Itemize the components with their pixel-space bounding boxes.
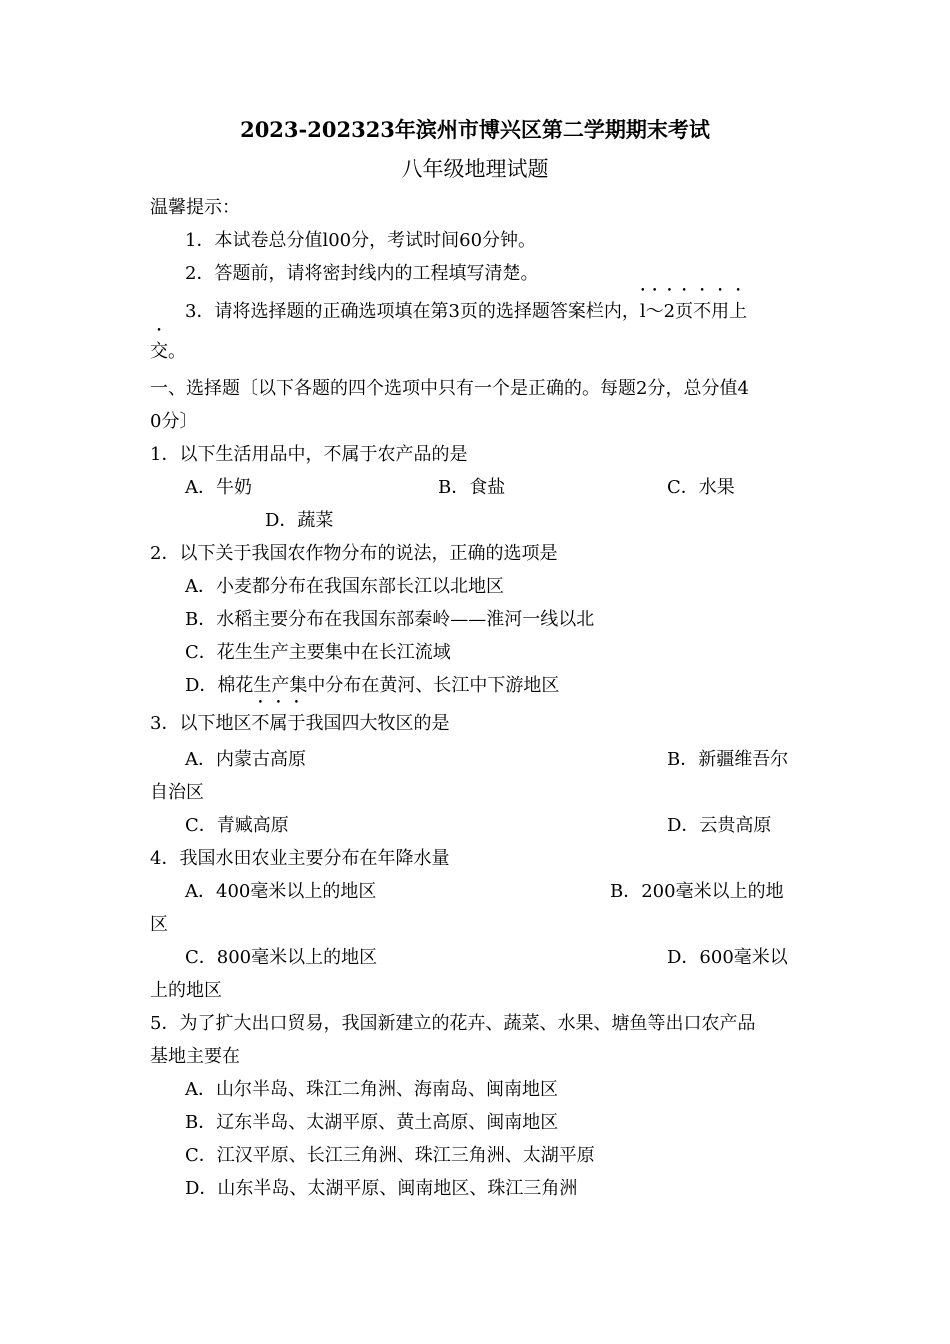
q3-option-b-cont: 自治区 (150, 782, 204, 803)
tip-item-3-text: 3．请将选择题的正确选项填在第3页的选择题答案栏内， (185, 301, 640, 322)
q2-stem: 2．以下关于我国农作物分布的说法，正确的选项是 (150, 543, 558, 564)
q5-option-c: C．江汉平原、长江三角洲、珠江三角洲、太湖平原 (185, 1145, 595, 1166)
q1-stem: 1．以下生活用品中，不属于农产品的是 (150, 444, 468, 465)
q1-option-c: C．水果 (667, 477, 735, 498)
q5-stem: 5．为了扩大出口贸易，我国新建立的花卉、蔬菜、水果、塘鱼等出口农产品 (150, 1013, 756, 1034)
exam-title: 2023-202323年滨州市博兴区第二学期期末考试 (240, 117, 710, 142)
tip-item-3-cont (150, 340, 186, 364)
tip-item-1: 1．本试卷总分值l00分，考试时间60分钟。 (185, 230, 537, 251)
q1-option-b: B．食盐 (438, 477, 506, 498)
q2-option-d: D．棉花生产集中分布在黄河、长江中下游地区 (185, 675, 560, 696)
q5-option-a: A．山尔半岛、珠江二角洲、海南岛、闽南地区 (185, 1079, 558, 1100)
q4-option-b-cont: 区 (150, 914, 168, 935)
q3-stem (150, 712, 449, 736)
q4-option-b: B．200毫米以上的地 (610, 881, 784, 902)
exam-subtitle: 八年级地理试题 (401, 157, 549, 181)
q2-option-b: B．水稻主要分布在我国东部秦岭——淮河一线以北 (185, 609, 595, 630)
section-heading: 一、选择题〔以下各题的四个选项中只有一个是正确的。每题2分，总分值4 (150, 378, 749, 399)
q5-option-b: B．辽东半岛、太湖平原、黄土高原、闽南地区 (185, 1112, 559, 1133)
q4-stem: 4．我国水田农业主要分布在年降水量 (150, 848, 450, 869)
q5-stem-cont: 基地主要在 (150, 1046, 240, 1067)
q1-option-d: D．蔬菜 (265, 510, 334, 531)
q1-option-a: A．牛奶 (185, 477, 252, 498)
q3-option-c: C．青臧高原 (185, 815, 289, 836)
q3-stem-text: 3．以下地区 (150, 713, 252, 734)
tip-item-2: 2．答题前，请将密封线内的工程填写清楚。 (185, 263, 539, 284)
tip-item-3-period: 。 (168, 341, 186, 362)
q4-option-a: A．400毫米以上的地区 (185, 881, 377, 902)
tips-heading: 温馨提示： (150, 197, 240, 218)
tip-item-3-emphasis-end: 交 (150, 341, 168, 362)
q4-option-d: D．600毫米以 (667, 947, 788, 968)
q4-option-c: C．800毫米以上的地区 (185, 947, 378, 968)
q4-option-d-cont: 上的地区 (150, 980, 222, 1001)
tip-item-3 (185, 300, 747, 324)
q3-option-a: A．内蒙古高原 (185, 749, 306, 770)
q3-stem-emphasis: 不属于 (251, 713, 306, 734)
q3-option-b: B．新疆维吾尔 (667, 749, 789, 770)
tip-item-3-emphasis: • l• ～• 2页不用上 (640, 301, 747, 322)
section-heading-cont: 0分〕 (150, 411, 198, 432)
q3-option-d: D．云贵高原 (667, 815, 772, 836)
q2-option-c: C．花生生产主要集中在长江流域 (185, 642, 451, 663)
q2-option-a: A．小麦都分布在我国东部长江以北地区 (185, 576, 504, 597)
q5-option-d: D．山东半岛、太湖平原、闽南地区、珠江三角洲 (185, 1178, 578, 1199)
q3-stem-text-end: 我国四大牧区的是 (305, 713, 450, 734)
